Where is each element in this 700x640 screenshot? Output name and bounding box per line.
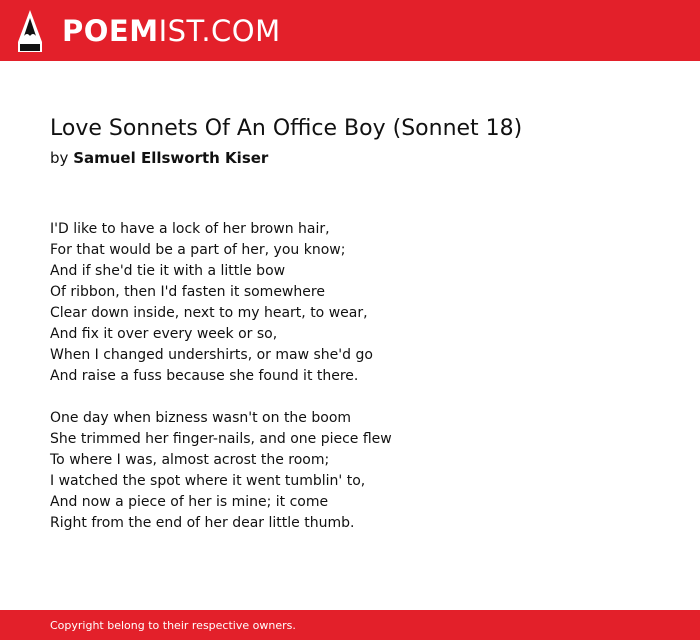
poem-line: When I changed undershirts, or maw she'd go	[50, 347, 373, 363]
poem-line: To where I was, almost acrost the room;	[50, 452, 330, 468]
top-bar	[0, 0, 700, 61]
poem-line: And raise a fuss because she found it there.	[50, 368, 359, 384]
poem-line: Right from the end of her dear little thumb.	[50, 515, 355, 531]
poem-line: I'D like to have a lock of her brown hair,	[50, 221, 330, 237]
logo-light-text: IST.COM	[158, 13, 281, 48]
poem-line: Of ribbon, then I'd fasten it somewhere	[50, 284, 325, 300]
poem-line: One day when bizness wasn't on the boom	[50, 410, 352, 426]
poem-body	[50, 219, 650, 555]
poem-line: Clear down inside, next to my heart, to wear,	[50, 305, 368, 321]
poem-line: And if she'd tie it with a little bow	[50, 263, 286, 279]
poem-line: And fix it over every week or so,	[50, 326, 278, 342]
poem-title: Love Sonnets Of An Office Boy (Sonnet 18)	[50, 116, 523, 141]
footer-bar	[0, 610, 700, 640]
poem-line: And now a piece of her is mine; it come	[50, 494, 329, 510]
by-label: by	[50, 149, 69, 167]
stanza-1	[50, 219, 650, 387]
poem-line: She trimmed her finger-nails, and one piece flew	[50, 431, 392, 447]
author-name[interactable]: Samuel Ellsworth Kiser	[73, 149, 269, 167]
logo-bold-text: POEM	[62, 13, 159, 48]
pencil-tip-icon	[18, 10, 42, 52]
copyright-notice: Copyright belong to their respective owners.	[50, 619, 296, 632]
poem-line: For that would be a part of her, you know;	[50, 242, 346, 258]
logo-wordmark	[62, 13, 281, 48]
stanza-2	[50, 408, 650, 534]
poem-line: I watched the spot where it went tumblin' to,	[50, 473, 366, 489]
byline	[50, 149, 268, 167]
site-logo[interactable]	[18, 9, 281, 53]
